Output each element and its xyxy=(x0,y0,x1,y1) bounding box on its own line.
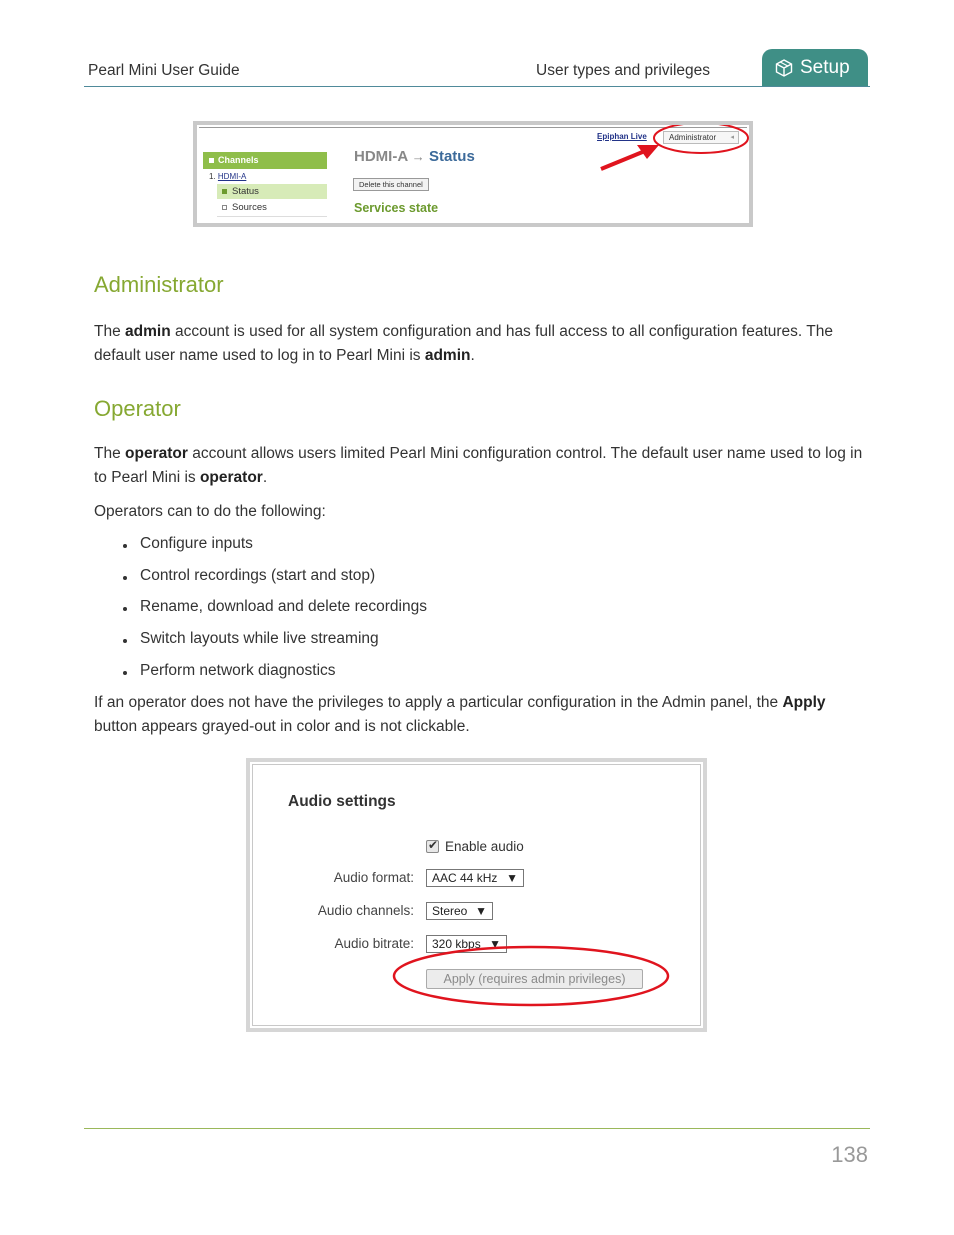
setup-tab[interactable] xyxy=(762,49,868,86)
dropdown-arrow-icon: ▼ xyxy=(489,937,501,951)
list-item: Switch layouts while live streaming xyxy=(120,627,427,659)
channel-status-screenshot xyxy=(193,121,753,227)
audio-format-select: AAC 44 kHz ▼ xyxy=(426,869,524,887)
audio-bitrate-select: 320 kbps ▼ xyxy=(426,935,507,953)
nav-sources-item: Sources xyxy=(222,202,267,213)
highlight-circle xyxy=(394,947,668,1005)
administrator-paragraph: The admin account is used for all system configuration and has full access to all configuration features. The default user name used to log in to Pearl Mini is admin. xyxy=(94,323,833,364)
administrator-heading: Administrator xyxy=(94,272,224,297)
audio-settings-title: Audio settings xyxy=(288,793,396,810)
channel-page-title: HDMI-A → Status xyxy=(354,148,475,165)
highlight-circle xyxy=(654,125,748,153)
operator-capabilities-list xyxy=(120,532,427,690)
audio-settings-screenshot xyxy=(246,758,707,1032)
pointer-arrow xyxy=(601,151,645,169)
audio-bitrate-label: Audio bitrate: xyxy=(334,936,414,951)
section-title: User types and privileges xyxy=(536,62,711,79)
operator-paragraph: The operator account allows users limited Pearl Mini configuration control. The default user name used to log in to Pearl Mini is operator. xyxy=(94,445,863,486)
dropdown-arrow-icon: ▼ xyxy=(506,871,518,885)
epiphan-live-link: Epiphan Live xyxy=(597,132,647,141)
services-state-heading: Services state xyxy=(354,201,439,215)
apply-note-paragraph: If an operator does not have the privileges to apply a particular configuration in the Admin panel, the Apply button appears grayed-out in color and is not clickable. xyxy=(94,694,826,735)
apply-button-disabled: Apply (requires admin privileges) xyxy=(426,969,643,989)
operator-heading: Operator xyxy=(94,396,181,421)
page-number: 138 xyxy=(831,1142,868,1167)
nav-channels-header: Channels xyxy=(203,152,327,169)
delete-channel-button: Delete this channel xyxy=(353,178,429,191)
audio-channels-label: Audio channels: xyxy=(317,903,414,918)
list-item: Rename, download and delete recordings xyxy=(120,595,427,627)
list-item: Perform network diagnostics xyxy=(120,659,427,691)
dropdown-arrow-icon: ▼ xyxy=(475,904,487,918)
cube-icon xyxy=(774,58,794,78)
audio-format-label: Audio format: xyxy=(333,870,414,885)
header-rule xyxy=(84,86,870,87)
list-item: Configure inputs xyxy=(120,532,427,564)
setup-tab-label: Setup xyxy=(800,56,850,78)
list-item: Control recordings (start and stop) xyxy=(120,564,427,596)
audio-channels-select: Stereo ▼ xyxy=(426,902,493,920)
document-title: Pearl Mini User Guide xyxy=(88,62,240,79)
annotation-overlay xyxy=(250,762,703,1028)
operator-intro: Operators can to do the following: xyxy=(94,503,326,520)
user-select: Administrator ◂ xyxy=(663,131,739,144)
nav-status-item: Status xyxy=(217,184,327,199)
annotation-overlay xyxy=(197,125,749,223)
nav-channel-item: 1. HDMI-A xyxy=(209,172,247,181)
enable-audio-label: Enable audio xyxy=(445,839,524,854)
channel-link: HDMI-A xyxy=(217,172,247,181)
footer-rule xyxy=(84,1128,870,1129)
